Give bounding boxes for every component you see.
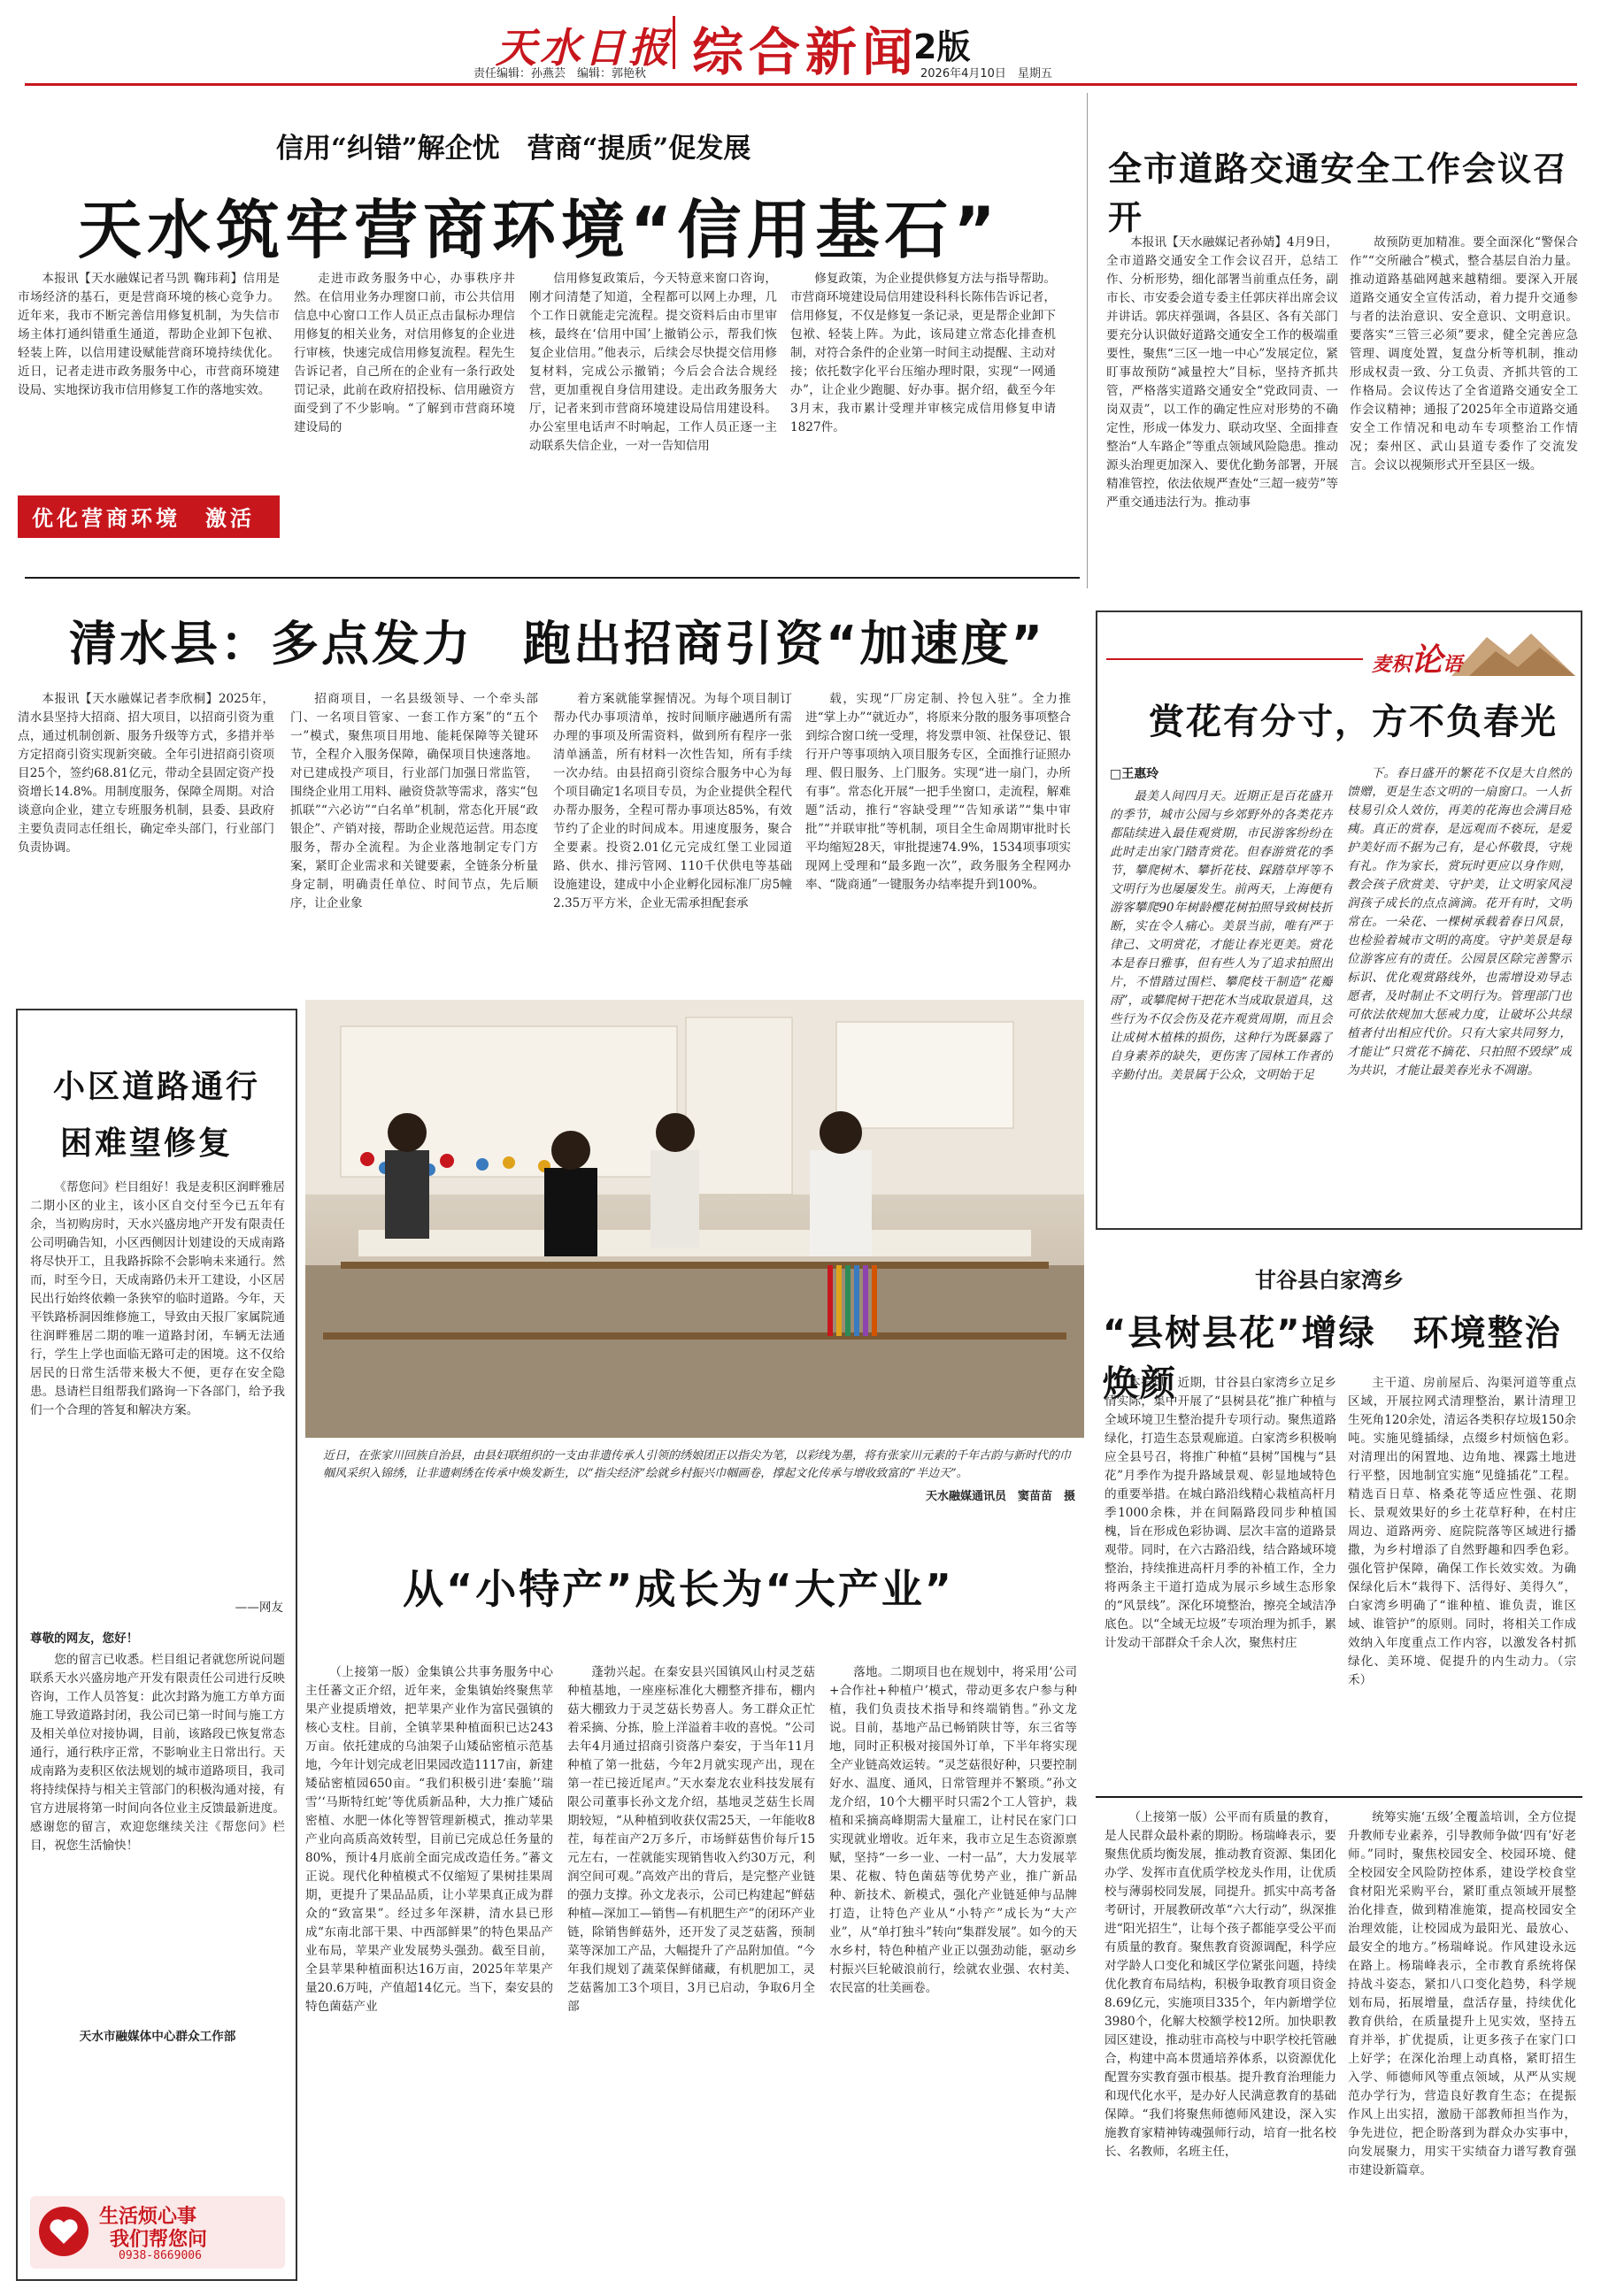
lead-col-4: 修复政策，为企业提供修复方法与指导帮助。市营商环境建设局信用建设科科长陈伟告诉记者，信用修复，不仅是修复一条记录，更是帮企业卸下包袱、轻装上阵。为此，该局建立常态化排查机制，对符合条件的企业第一时间主动提醒、主动对接；依托数字化平台压缩办理时限，实现“一网通办”，让企业少跑腿、好办事。据介绍，截至今年3月末，我市累计受理并审核完成信用修复申请1827件。 — [790, 272, 1056, 434]
jiaoyu-story — [1096, 1803, 1582, 2281]
editors-line: 责任编辑：孙燕芸 编辑：郭艳秋 — [473, 67, 647, 81]
xiaoqu-reply-head: 尊敬的网友，您好！ — [30, 1632, 139, 1646]
masthead-rule — [25, 83, 1577, 86]
commentary-author: □王惠玲 — [1110, 767, 1159, 781]
masthead — [0, 0, 1601, 84]
commentary-box — [1096, 610, 1582, 1230]
qingshui-headline: 清水县：多点发力 跑出招商引资“加速度” — [69, 616, 1045, 672]
ganggu-col-1: 本报讯 近期，甘谷县白家湾乡立足乡情实际，集中开展了“县树县花”推广种植与全域环境卫生整治提升专项行动。聚焦道路绿化，打造生态景观廊道。白家湾乡积极响应全县号召，将推广种植“县树”国槐与“县花”月季作为提升路域景观、彰显地域特色的重要举措。在城白路沿线精心栽植高杆月季1000余株，并在间隔路段同步种植国槐，旨在形成色彩协调、层次丰富的道路景观带。同时，在六古路沿线，结合路域环境整治，持续推进高杆月季的补植工作，全力将两条主干道打造成为展示乡域生态形象的“风景线”。深化环境整治，擦亮全域洁净底色。以“全域无垃圾”专项治理为抓手，累计发动干部群众千余人次，聚焦村庄 — [1105, 1376, 1336, 1650]
help-badge-line1: 生活烦心事 — [99, 2206, 197, 2228]
commentary-col-1: 最美人间四月天。近期正是百花盛开的季节，城市公园与乡郊野外的各类花卉都陆续进入最佳观赏期，市民游客纷纷在此时走出家门踏青赏花。但春游赏花的季节，攀爬树木、攀折花枝、踩踏草坪等不文明行为也屡屡发生。前两天，上海便有游客攀爬90年树龄樱花树拍照导致树枝折断，实在令人痛心。美景当前，唯有严于律己、文明赏花，才能让春光更美。赏花本是春日雅事，但有些人为了追求拍照出片，不惜踏过围栏、攀爬枝干制造“花瓣雨”，或攀爬树干把花木当成取景道具，这些行为不仅会伤及花卉观赏周期，而且会让成树木植株的损伤，这种行为既暴露了自身素养的缺失，更伤害了园林工作者的辛勤付出。美景属于公众，文明始于足 — [1110, 789, 1333, 1082]
section-rule-qingshui — [25, 577, 1080, 579]
traffic-story — [1097, 88, 1582, 584]
issue-date: 2026年4月10日 星期五 — [920, 67, 1052, 81]
xiaotechan-story — [305, 1522, 1084, 2283]
lead-kicker: 信用“纠错”解企忧 营商“提质”促发展 — [276, 133, 751, 165]
lead-col-3: 信用修复政策后，今天特意来窗口咨询，刚才问清楚了知道，全程都可以网上办理，几个工作日就能走完流程。提交资料后由市里审核，最终在‘信用中国’上撤销公示，帮我们恢复企业信用。”他表示，后续会尽快提交信用修复材料，完成公示撤销；今后会合法合规经营，更加重视自身信用建设。走出政务服务大厅，记者来到市营商环境建设局信用建设科。办公室里电话声不时响起，工作人员正逐一主动联系失信企业，一对一告知信用 — [529, 272, 777, 453]
qingshui-col-1: 本报讯【天水融媒记者李欣桐】2025年，清水县坚持大招商、招大项目，以招商引资为重点，通过机制创新、服务升级等方式，多措并举方定招商引资实现新突破。全年引进招商引资项目25个，签约68.81亿元，带动全县固定资产投资增长14.8%。用制度服务，保障全周期。对洽谈意向企业，建立专班服务机制，县委、县政府主要负责同志任组长，确定牵头部门，行业部门负责协调。 — [18, 692, 274, 855]
lead-headline: 天水筑牢营商环境“信用基石” — [78, 193, 1001, 267]
commentary-logo-suffix: 语 — [1443, 653, 1463, 676]
qingshui-col-4: 载，实现“厂房定制、拎包入驻”。全力推进“掌上办”“就近办”，将原来分散的服务事项整合到综合窗口统一受理，将发票申领、社保登记、银行开户等事项纳入项目服务专区，全面推行证照办理、假日服务、上门服务。实现“进一扇门，办所有事”。常态化开展“一把手坐窗口，走流程，解难题”活动，推行“容缺受理”“告知承诺”“集中审批”“并联审批”等机制，项目全生命周期审批时长平均缩短28天，审批提速74.9%，1534项事项实现网上受理和“最多跑一次”，政务服务全程网办率、“陇商通”一键服务办结率提升到100%。 — [805, 692, 1071, 892]
xiaoqu-headline-line2: 困难望修复 — [60, 1125, 234, 1162]
qingshui-story — [0, 584, 1089, 1000]
paper-name-logo: 天水日报 — [496, 24, 673, 72]
commentary-top-rule — [1106, 658, 1363, 660]
commentary-logo-mid: 论 — [1411, 641, 1443, 679]
photo-block — [305, 1000, 1084, 1513]
qingshui-col-3: 着方案就能掌握情况。为每个项目制订帮办代办事项清单，按时间顺序融遇所有需办理的事项及所需资料，做到所有程序一张清单涵盖，所有材料一次性告知，所有手续一次办结。由县招商引资综合服务中心为每个项目确定1名项目专员，为企业提供全程代办帮办服务，全程可帮办事项达85%，有效节约了企业的时间成本。用速度服务，聚合全要素。投资2.01亿元完成红堡工业园道路、供水、排污管网、110千伏供电等基础设施建设，建成中小企业孵化园标准厂房5幢2.35万平方米，企业无需承担配套承 — [553, 692, 792, 910]
xiaoqu-signoff: ——网友 — [235, 1601, 283, 1615]
help-badge — [30, 2196, 285, 2269]
lead-col-2: 走进市政务服务中心，办事秩序井然。在信用业务办理窗口前，市公共信用信息中心窗口工作人员正点击鼠标办理信用修复的相关业务，对信用修复的企业进行审核，快速完成信用修复流程。程先生告诉记者，自己所在的企业有一条行政处罚记录，此前在政府招投标、信用融资方面受到了不少影响。“了解到市营商环境建设局的 — [294, 272, 515, 434]
embroidery-photo — [305, 1000, 1084, 1438]
photo-caption: 近日，在张家川回族自治县，由县妇联组织的一支由非遗传承人引领的绣娘团正以指尖为笔，以彩线为墨，将有张家川元素的千年古韵与新时代的巾帼风采织入锦绣，让非遗刺绣在传承中焕发新生，以“指尖经济”绘就乡村振兴巾帼画卷，撑起文化传承与增收致富的“半边天”。 — [323, 1449, 1072, 1480]
section-rule-jiaoyu — [1096, 1796, 1582, 1798]
lead-col-1: 本报讯【天水融媒记者马凯 鞠玮莉】信用是市场经济的基石，更是营商环境的核心竞争力。近年来，我市不断完善信用修复机制，为失信市场主体打通纠错重生通道，帮助企业卸下包袱、轻装上阵，以信用建设赋能营商环境持续优化。近日，记者走进市政务服务中心，市营商环境建设局、实地探访我市信用修复工作的落地实效。 — [18, 272, 280, 397]
help-hotline: 0938-8669006 — [119, 2249, 202, 2262]
ganggu-headline: “县树县花”增绿 环境整治焕颜 — [1103, 1313, 1562, 1404]
traffic-col-2: 故预防更加精准。要全面深化“警保合作”“交所融合”模式，整合基层自治力量。推动道路基础网越来越精细。要深入开展道路交通安全宣传活动，着力提升交通参与者的法治意识、安全意识、文明意识。要落实“三管三必须”要求，健全完善应急管理、调度处置，复盘分析等机制，推动形成权责一致、分工负责、齐抓共管的工作格局。会议传达了全省道路交通安全工作会议精神；通报了2025年全市道路交通安全工作情况和电动车专项整治工作情况；秦州区、武山县道专委作了交流发言。会议以视频形式开至县区一级。 — [1350, 235, 1578, 472]
xiaoqu-headline-line1: 小区道路通行 — [53, 1069, 261, 1105]
section-title: 综合新闻 — [692, 22, 920, 82]
commentary-logo-prefix: 麦积 — [1372, 653, 1412, 676]
ganggu-col-2: 主干道、房前屋后、沟渠河道等重点区域，开展拉网式清理整治，累计清理卫生死角120余处，清运各类积存垃圾150余吨。实施见缝插绿，点缀乡村烦恼色彩。对清理出的闲置地、边角地、裸露土地进行平整，因地制宜实施“见缝插花”工程。精选百日草、格桑花等适应性强、花期长、景观效果好的乡土花草籽种，在村庄周边、道路两旁、庭院院落等区域进行播撒，为乡村增添了自然野趣和四季色彩。强化管护保障，确保工作长效实效。为确保绿化后木“栽得下、活得好、美得久”，白家湾乡明确了“谁种植、谁负责，谁区域、谁管护”的原则。同时，将相关工作成效纳入年度重点工作内容，以激发各村抓绿化、美环境、促提升的内生动力。（宗禾） — [1348, 1376, 1576, 1687]
column-divider — [1087, 93, 1088, 588]
xiaotechan-col-1: （上接第一版）金集镇公共事务服务中心主任蕃文正介绍，近年来，金集镇始终聚焦苹果产业提质增效，把苹果产业作为富民强镇的核心支柱。目前，全镇苹果种植面积已达243万亩。依托建成的乌油架子山矮砧密植示范基地，今年计划完成老旧果园改造1117亩，新建矮砧密植园650亩。“我们积极引进‘秦脆’‘瑞雪’‘马斯特红蛇’等优质新品种，大力推广矮砧密植、水肥一体化等智管理新模式，推动苹果产业向高质高效转型，目前已完成总任务量的80%，预计4月底前全面完成改造任务。”蕃文正说。现代化种植模式不仅缩短了果树挂果周期，更提升了果品品质，让小苹果真正成为群众的“致富果”。经过多年深耕，清水县已形成“东南北部干果、中西部鲜果”的特色果品产业布局，苹果产业发展势头强劲。截至目前，全县苹果种植面积达16万亩，2025年苹果产量20.6万吨，产值超14亿元。当下，秦安县的特色菌菇产业 — [305, 1665, 553, 2014]
help-badge-line2: 我们帮您问 — [110, 2229, 208, 2251]
commentary-logo — [1354, 628, 1575, 679]
xiaotechan-col-3: 落地。二期项目也在规划中，将采用‘公司+合作社+种植户’模式，带动更多农户参与种植，我们负责技术指导和终端销售。”孙文龙说。目前，基地产品已畅销陕甘等，东三省等地，同时正积极对接国外订单，下半年将实现全产业链高效运转。“灵芝菇很好种，只要控制好水、温度、通风，日常管理并不繁琐。”孙文龙介绍，10个大棚平时只需2个工人管护，栽植和采摘高峰期需大量雇工，让村民在家门口实现就业增收。近年来，我市立足生态资源禀赋，坚持“一乡一业、一村一品”，大力发展苹果、花椒、特色菌菇等优势产业，推广新品种、新技术、新模式，强化产业链延伸与品牌打造，让特色产业从“小特产”成长为“大产业”，从“单打独斗”转向“集群发展”。如今的天水乡村，特色种植产业正以强劲动能，驱动乡村振兴巨轮破浪前行，绘就农业强、农村美、农民富的壮美画卷。 — [829, 1665, 1077, 1995]
ganggu-story — [1096, 1243, 1582, 1756]
jiaoyu-col-2: 统筹实施‘五级’全覆盖培训，全方位提升教师专业素养，引导教师争做‘四有’好老师。”同时，聚焦校园安全、校园环境、健全校园安全风险防控体系，建设学校食堂食材阳光采购平台，紧盯重点领域开展整治化排查，做到精准施策，提高校园安全治理效能，让校园成为最阳光、最放心、最安全的地方。”杨瑞峰说。作风建设永远在路上。杨瑞峰表示，全市教育系统将保持战斗姿态，紧扣八口变化趋势，科学规划布局，拓展增量，盘活存量，持续优化教育供给，在质量提升上见实效，坚持五育并举，扩优提质，让更多孩子在家门口上好学；在深化治理上动真格，紧盯招生入学、师德师风等重点领域，从严从实规范办学行为，营造良好教育生态；在提振作风上出实招，激励干部教师担当作为，争先进位，把企盼落到为群众办实事中，向发展聚力，用实干实绩奋力谱写教育强市建设新篇章。 — [1348, 1810, 1576, 2177]
lead-banner: 优化营商环境 激活发展动能 — [18, 495, 280, 538]
xiaotechan-headline: 从“小特产”成长为“大产业” — [403, 1565, 954, 1613]
xiaoqu-box — [16, 1009, 297, 2281]
masthead-divider — [673, 16, 675, 69]
lead-story — [0, 88, 1089, 562]
page-number: 2版 — [913, 27, 971, 66]
commentary-headline: 赏花有分寸，方不负春光 — [1149, 702, 1558, 742]
ganggu-kicker: 甘谷县白家湾乡 — [1255, 1267, 1404, 1293]
jiaoyu-col-1: （上接第一版）公平而有质量的教育，是人民群众最朴素的期盼。杨瑞峰表示，要聚焦优质均衡发展，推动教育资源、集团化办学、发挥市直优质学校龙头作用，让优质校与薄弱校同发展，同提升。抓实中高考备考研讨，开展教研改革“六大行动”，纵深推进“阳光招生”，让每个孩子都能享受公平而有质量的教育。聚焦教育资源调配，科学应对学龄人口变化和城区学位紧张问题，持续优化教育布局结构，积极争取教育项目资金8.69亿元，实施项目335个，年内新增学位3980个，化解大校额学校12所。加快职教园区建设，推动驻市高校与中职学校托管融合，构建中高本贯通培养体系，以资源优化配置夯实教育强市根基。提升教育治理能力和现代化水平，是办好人民满意教育的基础保障。“我们将聚焦师德师风建设，深入实施教育家精神铸魂强师行动，培育一批名校长、名教师，名班主任， — [1105, 1810, 1336, 2159]
commentary-logo-text — [1372, 635, 1462, 680]
xiaoqu-letter: 《帮您问》栏目组好！我是麦积区润畔雅居二期小区的业主，该小区自交付至今已五年有余，当初购房时，天水兴盛房地产开发有限责任公司明确告知，小区西侧因计划建设的天成南路将尽快开工，且我路拆除不会影响未来通行。然而，时至今日，天成南路仍未开工建设，小区居民出行始终依赖一条狭窄的临时道路。今年，天平铁路桥洞因维修施工，导致由天报厂家属院通往润畔雅居二期的唯一道路封闭，车辆无法通行，学生上学也面临无路可走的困境。这不仅给居民的日常生活带来极大不便，更存在安全隐患。恳请栏目组帮我们路询一下各部门，给予我们一个合理的答复和解决方案。 — [30, 1180, 285, 1417]
qingshui-col-2: 招商项目，一名县级领导、一个牵头部门、一名项目管家、一套工作方案”的“五个一”模式，聚焦项目用地、能耗保障等关键环节，全程介入服务保障，确保项目快速落地。对已建成投产项目，行业部门加强日常监管，围绕企业用工用料、融资贷款等需求，落实“包抓联”“六必访”“白名单”机制，常态化开展“政银企”、产销对接，帮助企业规范运营。用态度服务，帮办全流程。为企业落地制定专门方案，紧盯企业需求和关键要素，全链条分析量身定制，明确责任单位、时间节点，先后顺序，让企业象 — [290, 692, 538, 910]
xiaoqu-reply: 您的留言已收悉。栏目组记者就您所说问题联系天水兴盛房地产开发有限责任公司进行反映咨询，工作人员答复：此次封路为施工方单方面施工导致道路封闭，我公司已第一时间与施工方及相关单位对接协调，目前，该路段已恢复常态通行，通行秩序正常，不影响业主日常出行。天成南路为麦积区依法规划的城市道路项目，我司将持续保持与相关主管部门的积极沟通对接，有官方进展将第一时间向各位业主反馈最新进度。感谢您的留言，欢迎您继续关注《帮您问》栏目，祝您生活愉快！ — [30, 1653, 285, 1853]
photo-credit: 天水融媒通讯员 窦苗苗 摄 — [925, 1490, 1075, 1503]
traffic-col-1: 本报讯【天水融媒记者孙婧】4月9日，全市道路交通安全工作会议召开，总结工作、分析形势，细化部署当前重点任务，副市长、市安委会道专委主任郭庆祥出席会议并讲话。郭庆祥强调，各县区、各有关部门要充分认识做好道路交通安全工作的极端重要性，聚焦“三区一地一中心”发展定位，紧盯事故预防“减量控大”目标，坚持齐抓共管，严格落实道路交通安全“党政同责、一岗双责”，以工作的确定性应对形势的不确定性，形成一体发力、联动攻坚、全面排查整治“人车路企”等重点领域风险隐患。推动源头治理更加深入、要优化勤务部署，开展精准管控，依法依规严查处“三超一疲劳”等严重交通违法行为。推动事 — [1106, 235, 1338, 510]
traffic-headline: 全市道路交通安全工作会议召开 — [1108, 150, 1569, 237]
commentary-col-2: 下。春日盛开的繁花不仅是大自然的馈赠，更是生态文明的一扇窗口。一人折枝易引众人效仿，再美的花海也会满目疮痍。真正的赏春，是远观而不亵玩，是爱护美好而不据为己有，是心怀敬畏，守规有礼。作为家长，赏玩时更应以身作则，教会孩子欣赏美、守护美，让文明家风浸润孩子成长的点点滴滴。花开有时，文明常在。一朵花、一棵树承载着春日风景，也检验着城市文明的高度。守护美景是每位游客应有的责任。公园景区除完善警示标识、优化观赏路线外，也需增设劝导志愿者，及时制止不文明行为。管理部门也可依法依规加大惩戒力度，让破坏公共绿植者付出相应代价。只有大家共同努力，才能让“只赏花不摘花、只拍照不毁绿”成为共识，才能让最美春光永不凋谢。 — [1347, 766, 1572, 1078]
heart-hands-icon — [37, 2205, 90, 2258]
xiaotechan-col-2: 蓬勃兴起。在秦安县兴国镇风山村灵芝菇种植基地，一座座标准化大棚整齐排布，棚内菇大棚致力于灵芝菇长势喜人。务工群众正忙着采摘、分拣，脸上洋溢着丰收的喜悦。“公司去年4月通过招商引资落户秦安，于当年11月种植了第一批菇，今年2月就实现产出，现在第一茬已接近尾声。”天水秦龙农业科技发展有限公司董事长孙文龙介绍，基地灵芝菇生长周期较短，“从种植到收获仅需25天，一年能收8茬，每茬亩产2万多斤，市场鲜菇售价每斤15元左右，一茬就能实现销售收入约30万元，利润空间可观。”高效产出的背后，是完整产业链的强力支撑。孙文龙表示，公司已构建起“鲜菇种植—深加工—销售—有机肥生产”的闭环产业链，除销售鲜菇外，还开发了灵芝菇酱，预制菜等深加工产品，大幅提升了产品附加值。“今年我们规划了蔬菜保鲜储藏，有机肥加工，灵芝菇酱加工3个项目，3月已启动，争取6月全部 — [567, 1665, 815, 2014]
embroidery-scene-illustration — [305, 1000, 1084, 1438]
xiaoqu-footer: 天水市融媒体中心群众工作部 — [79, 2030, 236, 2044]
